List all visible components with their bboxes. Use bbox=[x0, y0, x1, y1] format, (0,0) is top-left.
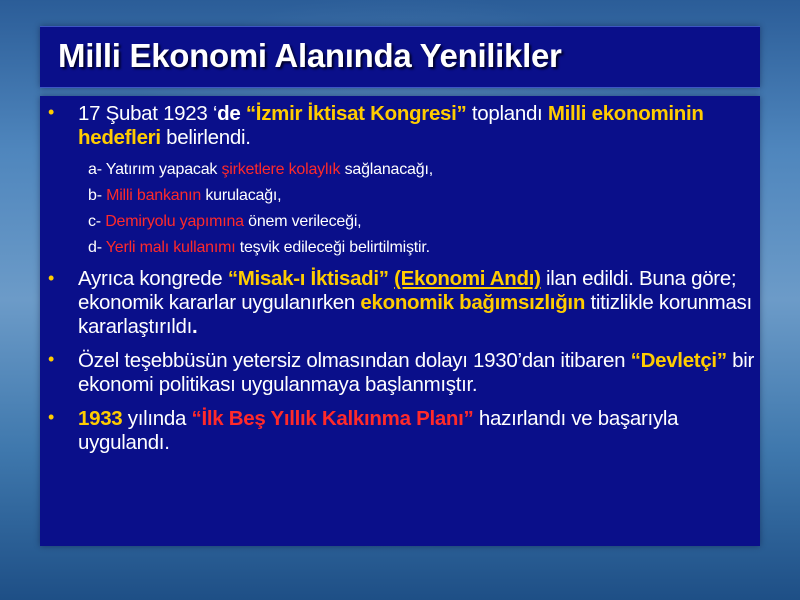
bullet-4-part: yılında bbox=[122, 407, 192, 430]
year-highlight: 1933 bbox=[78, 407, 123, 430]
subitem-c bbox=[88, 212, 361, 232]
subitem-prefix: b- bbox=[88, 187, 107, 204]
bullet-2-part: . bbox=[191, 315, 198, 338]
subitem-highlight: Demiryolu yapımına bbox=[105, 213, 244, 230]
bullet-1-part: 17 Şubat 1923 ‘ bbox=[78, 102, 218, 125]
title-bar bbox=[40, 26, 760, 88]
subitem-b bbox=[88, 186, 281, 206]
bullet-3-part: bir ekonomi politikası uygulanmaya başlanmıştır. bbox=[78, 349, 755, 396]
economy-goals-highlight: Milli ekonominin hedefleri bbox=[78, 102, 704, 149]
subitem-suffix: kurulacağı, bbox=[201, 187, 282, 204]
subitem-d bbox=[88, 238, 430, 258]
devletci-highlight: “Devletçi” bbox=[630, 349, 727, 372]
bullet-2-part: titizlikle korunması kararlaştırıldı bbox=[78, 291, 752, 338]
bullet-dot: • bbox=[48, 268, 55, 288]
subitem-suffix: teşvik edileceği belirtilmiştir. bbox=[235, 239, 430, 256]
slide-title: Milli Ekonomi Alanında Yenilikler bbox=[58, 37, 562, 74]
economy-oath-highlight: (Ekonomi Andı) bbox=[394, 267, 541, 290]
subitem-highlight: Yerli malı kullanımı bbox=[105, 239, 236, 256]
bullet-dot: • bbox=[48, 349, 55, 369]
bullet-1-part: toplandı bbox=[466, 102, 548, 125]
bullet-2-text bbox=[78, 267, 758, 339]
subitem-highlight: Milli bankanın bbox=[106, 187, 202, 204]
bullet-2-part: ilan edildi. Buna göre; ekonomik kararlar uygulanırken bbox=[78, 267, 737, 314]
bullet-3-part: Özel teşebbüsün yetersiz olmasından dolayı 1930’dan itibaren bbox=[78, 349, 631, 372]
bullet-1-part: de bbox=[217, 102, 246, 125]
subitem-prefix: a- Yatırım yapacak bbox=[88, 161, 222, 178]
content-panel bbox=[40, 96, 760, 546]
bullet-1-part: belirlendi. bbox=[160, 126, 251, 149]
subitem-a bbox=[88, 160, 433, 180]
bullet-dot: • bbox=[48, 102, 55, 122]
subitem-highlight: şirketlere kolaylık bbox=[221, 161, 341, 178]
misak-iktisadi-highlight: “Misak-ı İktisadi” bbox=[227, 267, 389, 290]
bullet-1-text bbox=[78, 102, 758, 150]
bullet-4-part: hazırlandı ve başarıyla uygulandı. bbox=[78, 407, 679, 454]
subitem-suffix: önem verileceği, bbox=[243, 213, 362, 230]
subitem-suffix: sağlanacağı, bbox=[340, 161, 433, 178]
bullet-4-text bbox=[78, 407, 758, 455]
izmir-congress-highlight: “İzmir İktisat Kongresi” bbox=[245, 102, 467, 125]
economic-independence-highlight: ekonomik bağımsızlığın bbox=[360, 291, 586, 314]
subitem-prefix: c- bbox=[88, 213, 106, 230]
subitem-prefix: d- bbox=[88, 239, 106, 256]
bullet-3-text bbox=[78, 349, 758, 397]
bullet-2-part: Ayrıca kongrede bbox=[78, 267, 228, 290]
five-year-plan-highlight: “İlk Beş Yıllık Kalkınma Planı” bbox=[191, 407, 474, 430]
bullet-dot: • bbox=[48, 407, 55, 427]
